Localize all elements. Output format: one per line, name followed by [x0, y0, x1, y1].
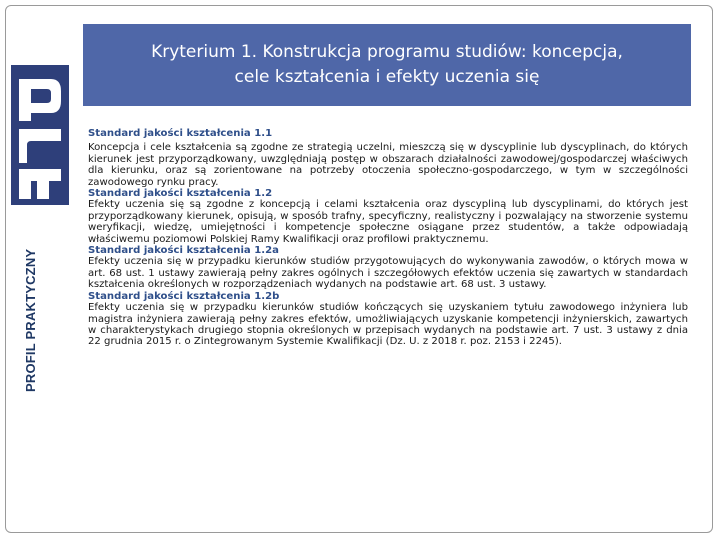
logo-icon	[11, 65, 69, 205]
title-line-1: Kryterium 1. Konstrukcja programu studiów: koncepcja,	[151, 42, 623, 62]
standard-heading-1-2: Standard jakości kształcenia 1.2	[88, 188, 273, 200]
standard-text-1-2b: Efekty uczenia się w przypadku kierunków studiów kończących się uzyskaniem tytułu zawodowego inżyniera lub magistra inżyniera zawierają pełny zakres efektów, umożliwiających uzyskanie kompetencji inżynierskich, zawartych w charakterystykach drugiego stopnia określonych w przepisach wydanych na podstawie art. 7 ust. 3 ustawy z dnia 22 grudnia 2015 r. o Zintegrowanym Systemie Kwalifikacji (Dz. U. z 2018 r. poz. 2153 i 2245).	[88, 302, 688, 348]
standard-text-1-2: Efekty uczenia się są zgodne z koncepcją i celami kształcenia oraz dyscypliną lub dyscyplinami, do których jest przyporządkowany kierunek, opisują, w sposób trafny, specyficzny, realistyczny i pozwalający na stworzenie systemu weryfikacji, wiedzę, umiejętności i kompetencje społeczne osiągane przez studentów, a także odpowiadają właściwemu poziomowi Polskiej Ramy Kwalifikacji oraz profilowi praktycznemu.	[88, 199, 688, 245]
title-box	[83, 24, 691, 106]
standard-heading-1-2a: Standard jakości kształcenia 1.2a	[88, 245, 279, 257]
side-label: PROFIL PRAKTYCZNY	[23, 248, 38, 392]
standard-heading-1-2b: Standard jakości kształcenia 1.2b	[88, 290, 280, 302]
content-body	[88, 128, 688, 348]
standard-heading-1-1: Standard jakości kształcenia 1.1	[88, 128, 273, 139]
standard-text-1-1: Koncepcja i cele kształcenia są zgodne ze strategią uczelni, mieszczą się w dyscyplinie lub dyscyplinach, do których kierunek jest przyporządkowany, uwzględniają postęp w obszarach działalności zawodowej/gospodarczej właściwych dla kierunku, oraz są zorientowane na potrzeby otoczenia społeczno-gospodarczego, w tym w szczególności zawodowego rynku pracy.	[88, 142, 688, 188]
title-line-2: cele kształcenia i efekty uczenia się	[234, 67, 540, 87]
standard-text-1-2a: Efekty uczenia się w przypadku kierunków studiów przygotowujących do wykonywania zawodów, o których mowa w art. 68 ust. 1 ustawy zawierają pełny zakres ogólnych i szczegółowych efektów uczenia się zawartych w standardach kształcenia określonych w rozporządzeniach wydanych na podstawie art. 68 ust. 3 ustawy.	[88, 256, 688, 291]
